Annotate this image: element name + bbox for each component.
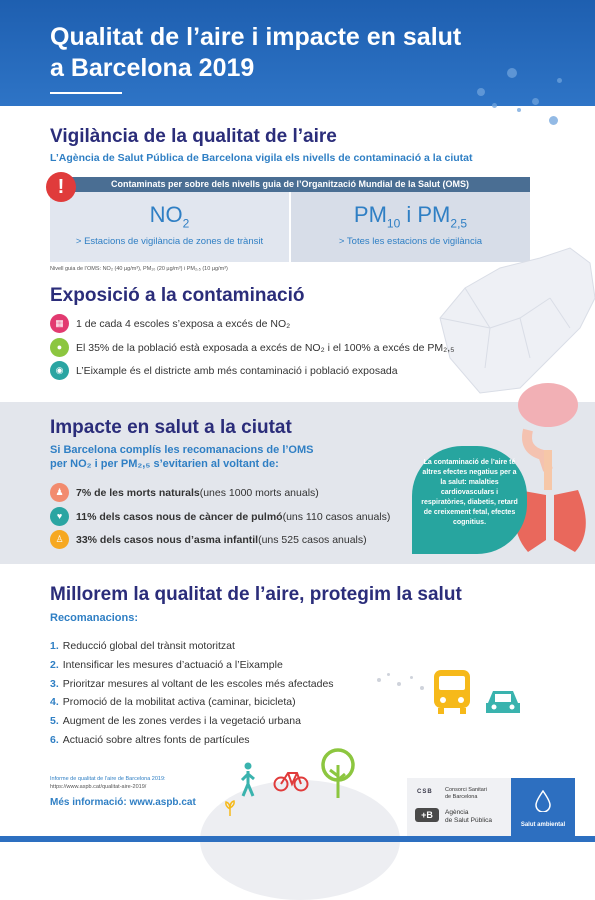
location-pin-icon: ◉ [50, 361, 69, 380]
decorative-dots [372, 668, 432, 708]
aspb-name: Agència de Salut Pública [445, 809, 492, 824]
lungs-icon: ♥ [50, 507, 69, 526]
recommendations-list [50, 637, 334, 749]
salut-ambiental-badge: Salut ambiental [511, 778, 575, 836]
section-title-millorem: Millorem la qualitat de l’aire, protegim la salut [50, 584, 462, 605]
guide-note: Nivell guia de l’OMS: NO₂ (40 µg/m³), PM₁₀ (20 µg/m³) i PM₂,₅ (10 µg/m³) [50, 266, 228, 272]
section-title-impacte: Impacte en salut a la ciutat [50, 417, 292, 438]
people-icon: ● [50, 338, 69, 357]
school-icon: ▦ [50, 314, 69, 333]
section-subtitle-vigilancia: L’Agència de Salut Pública de Barcelona vigila els nivells de contaminació a la ciutat [50, 152, 473, 164]
no2-label: $NO_2$ [149, 202, 190, 231]
list-item: ◉ L’Eixample és el districte amb més contaminació i població exposada [50, 361, 398, 380]
water-drop-icon [535, 790, 551, 812]
barcelona-map-icon [420, 238, 595, 398]
list-item: 4. Promoció de la mobilitat activa (caminar, bicicleta) [50, 696, 296, 709]
aspb-logo-icon: +B [415, 808, 439, 822]
health-effects-bubble: La contaminació de l’aire té altres efectes negatius per a la salut: malalties cardiovasculars i respiratòries, diabetis, retard de creixement fetal, efectes cognitius. [412, 446, 527, 554]
title-underline [50, 92, 122, 94]
anatomy-illustration-icon [508, 380, 595, 560]
bicycle-icon [273, 768, 309, 792]
pm-note: > Totes les estacions de vigilància [338, 236, 483, 248]
sprout-icon [224, 800, 236, 816]
bus-icon [432, 668, 472, 716]
list-item: 3. Prioritzar mesures al voltant de les escoles més afectades [50, 677, 334, 690]
list-item: 5. Augment de les zones verdes i la vegetació urbana [50, 715, 301, 728]
decorative-dots [457, 8, 577, 128]
csb-name: Consorci Sanitari de Barcelona [445, 787, 487, 800]
child-icon: ♙ [50, 530, 69, 549]
oms-header: Contaminats per sobre dels nivells guia de l’Organització Mundial de la Salut (OMS) [50, 177, 530, 192]
list-item: ● El 35% de la població està exposada a excés de NO₂ i el 100% a excés de PM₂,₅ [50, 338, 454, 357]
walking-person-icon [238, 762, 258, 798]
list-item: 1. Reducció global del trànsit motoritzat [50, 640, 235, 653]
pm-label: $PM_{10}$ i $PM_{2,5}$ [353, 202, 468, 231]
tree-icon [318, 748, 358, 798]
report-info: Informe de qualitat de l’aire de Barcelona 2019: https://www.aspb.cat/qualitat-aire-2019/ [50, 776, 166, 790]
list-item: ♥ 11% dels casos nous de càncer de pulmó (uns 110 casos anuals) [50, 507, 390, 526]
section-title-vigilancia: Vigilància de la qualitat de l’aire [50, 126, 337, 147]
list-item: ♙ 33% dels casos nous d’asma infantil (uns 525 casos anuals) [50, 530, 367, 549]
list-item: ▦ 1 de cada 4 escoles s’exposa a excés de NO₂ [50, 314, 290, 333]
list-item: 2. Intensificar les mesures d’actuació a l’Eixample [50, 659, 283, 672]
page-title: Qualitat de l’aire i impacte en salut a Barcelona 2019 [50, 23, 462, 82]
recs-title: Recomanacions: [50, 612, 139, 624]
csb-logo: CSB [417, 789, 433, 795]
person-icon: ♟ [50, 483, 69, 502]
bottom-bar [0, 836, 595, 842]
car-icon [484, 685, 522, 719]
no2-panel [50, 192, 289, 262]
section-title-exposicio: Exposició a la contaminació [50, 285, 305, 306]
institution-logos [407, 778, 511, 836]
no2-note: > Estacions de vigilància de zones de trànsit [75, 236, 264, 248]
more-info-link[interactable]: Més informació: www.aspb.cat [50, 797, 196, 808]
list-item: ♟ 7% de les morts naturals (unes 1000 morts anuals) [50, 483, 319, 502]
impact-intro: Si Barcelona complís les recomanacions de l’OMS per NO₂ i per PM₂,₅ s’evitarien al voltant de: [50, 444, 314, 470]
list-item: 6. Actuació sobre altres fonts de partícules [50, 733, 250, 746]
report-link[interactable]: https://www.aspb.cat/qualitat-aire-2019/ [50, 784, 147, 790]
alert-icon: ! [46, 172, 76, 202]
